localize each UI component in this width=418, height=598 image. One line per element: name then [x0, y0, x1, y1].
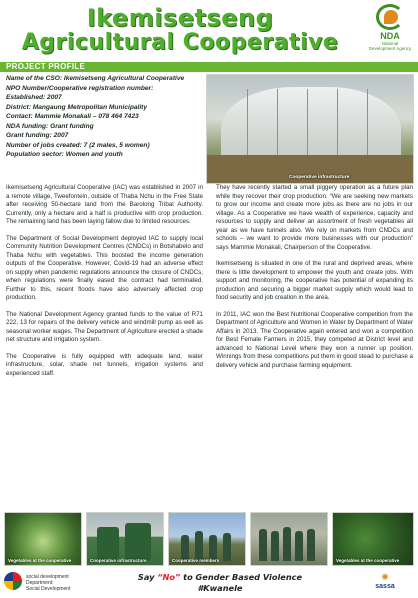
nda-logo: [368, 2, 412, 66]
left-paragraph: The Cooperative is fully equipped with adequate land, water infrastructure, solar, shade net tunnels, irrigation systems and experienced staff.: [6, 352, 203, 377]
gbv-slogan: Say “No” to Gender Based Violence #Kwanele: [120, 572, 320, 594]
left-paragraph: The Department of Social Development deployed IAC to supply local Community Nutrition Development Centres (CNDCs) in Botshabelo and Thaba Nchu with vegetables. This boosted the income generation outputs of the Cooperative. However, Covid-19 had an adverse effect on supply when pandemic regulations announce the closure of CNDCs, when regulations were finally eased the contract had terminated. Further to this, recent floods have also adversely affected crop production.: [6, 234, 203, 301]
right-paragraph: They have recently started a small piggery operation as a future plan while they recover their crop production. “We are seeking new markets to grow our income and create more jobs as there are no jobs in our village. As a Cooperative we have wealth of experience, capacity and resources to supply and deliver an assortment of fresh vegetables all year as we have tunnels also. We rely on markets from CNDCs and schools – we want to provide more businesses with our production” says Mammie Monakali, Chairperson of the Cooperative.: [216, 184, 413, 251]
sd-line3: Social Development: [26, 586, 71, 592]
tunnel-photo-caption: Cooperative infrastructure: [289, 175, 350, 180]
left-paragraph: Ikemisetseng Agricultural Cooperative (IAC) was established in 2007 in a remote village, Tweefontein, outside of Thaba Nchu in the Free State after receiving 50-hectare land from the Barolong Tribal Authority. Currently, only a hectare and a half is productive with crop production. The remaining land has been laying fallow due to limited resources.: [6, 184, 203, 225]
sassa-logo-icon: ✺: [381, 572, 389, 582]
footer: [0, 568, 418, 598]
info-nda-funding: NDA funding: Grant funding: [6, 122, 94, 130]
social-development-logo: [4, 572, 84, 594]
info-grant-funding: Grant funding: 2007: [6, 132, 69, 139]
info-district: District: Mangaung Metropolitan Municipality: [6, 103, 148, 111]
sassa-logo: [360, 572, 410, 594]
info-npo: NPO Number/Cooperative registration number:: [6, 84, 154, 92]
coat-of-arms-icon: [4, 572, 22, 590]
photo-caption: Vegetables at the cooperative: [336, 558, 400, 563]
left-paragraph: The National Development Agency granted funds to the value of R71 222, 13 for repairs of the delivery vehicle and windmill pump as well as seasonal worker wages. The Department of Agriculture erected a shade net structure and irrigation system.: [6, 310, 203, 343]
photo-caption: Vegetables at the cooperative: [8, 558, 72, 563]
project-profile-label: PROJECT PROFILE: [6, 62, 86, 71]
sd-line2: Department:: [26, 580, 54, 586]
nda-logo-sub: National Development Agency: [368, 41, 412, 51]
sd-line1: social development: [26, 574, 69, 580]
left-column: [6, 184, 203, 386]
members-photo: [168, 512, 246, 566]
photo-strip: [4, 512, 414, 566]
vegetables-photo: [332, 512, 414, 566]
hashtag: #Kwanele: [197, 583, 243, 593]
info-jobs: Number of jobs created: 7 (2 males, 5 women): [6, 141, 150, 149]
nda-logo-text: NDA: [380, 31, 400, 41]
info-established: Established: 2007: [6, 94, 62, 101]
sassa-logo-text: sassa: [375, 583, 395, 590]
right-paragraph: Ikemisetseng is situated in one of the rural and deprived areas, where there is little development to empower the youth and create jobs. With support and monitoring, the cooperative has potential of expanding its production and securing a bigger market supply which would lead to food security and job creation in the area.: [216, 260, 413, 301]
right-column: [216, 184, 413, 378]
info-name: Name of the CSO: Ikemisetseng Agricultural Cooperative: [6, 75, 185, 82]
right-paragraph: In 2011, IAC won the Best Nutritional Cooperative competition from the Department of Agriculture and Women in Water by Department of Water Affairs in 2013. The Cooperative again entered and won a competition for Best Female Farmers in 2015, they competed at District level and advanced to National Level where they won a runner up position. Winnings from these competitions put them in good stead to purchase a delivery vehicle and purchase farming equipment.: [216, 310, 413, 369]
project-profile-bar: [0, 62, 418, 72]
group-photo: [250, 512, 328, 566]
cabbage-photo: [4, 512, 82, 566]
nda-logo-icon: [372, 2, 408, 32]
page-title: Ikemisetseng: [86, 4, 274, 32]
project-info: [6, 74, 206, 160]
water-tanks-photo: [86, 512, 164, 566]
photo-caption: Cooperative infrastructure: [90, 558, 147, 563]
tunnel-photo: [206, 74, 414, 184]
header: [0, 0, 418, 68]
info-contact: Contact: Mammie Monakali – 078 464 7423: [6, 113, 139, 120]
page-subtitle: Agricultural Cooperative: [21, 30, 339, 55]
photo-caption: Cooperative members: [172, 558, 220, 563]
info-population: Population sector: Women and youth: [6, 151, 123, 158]
